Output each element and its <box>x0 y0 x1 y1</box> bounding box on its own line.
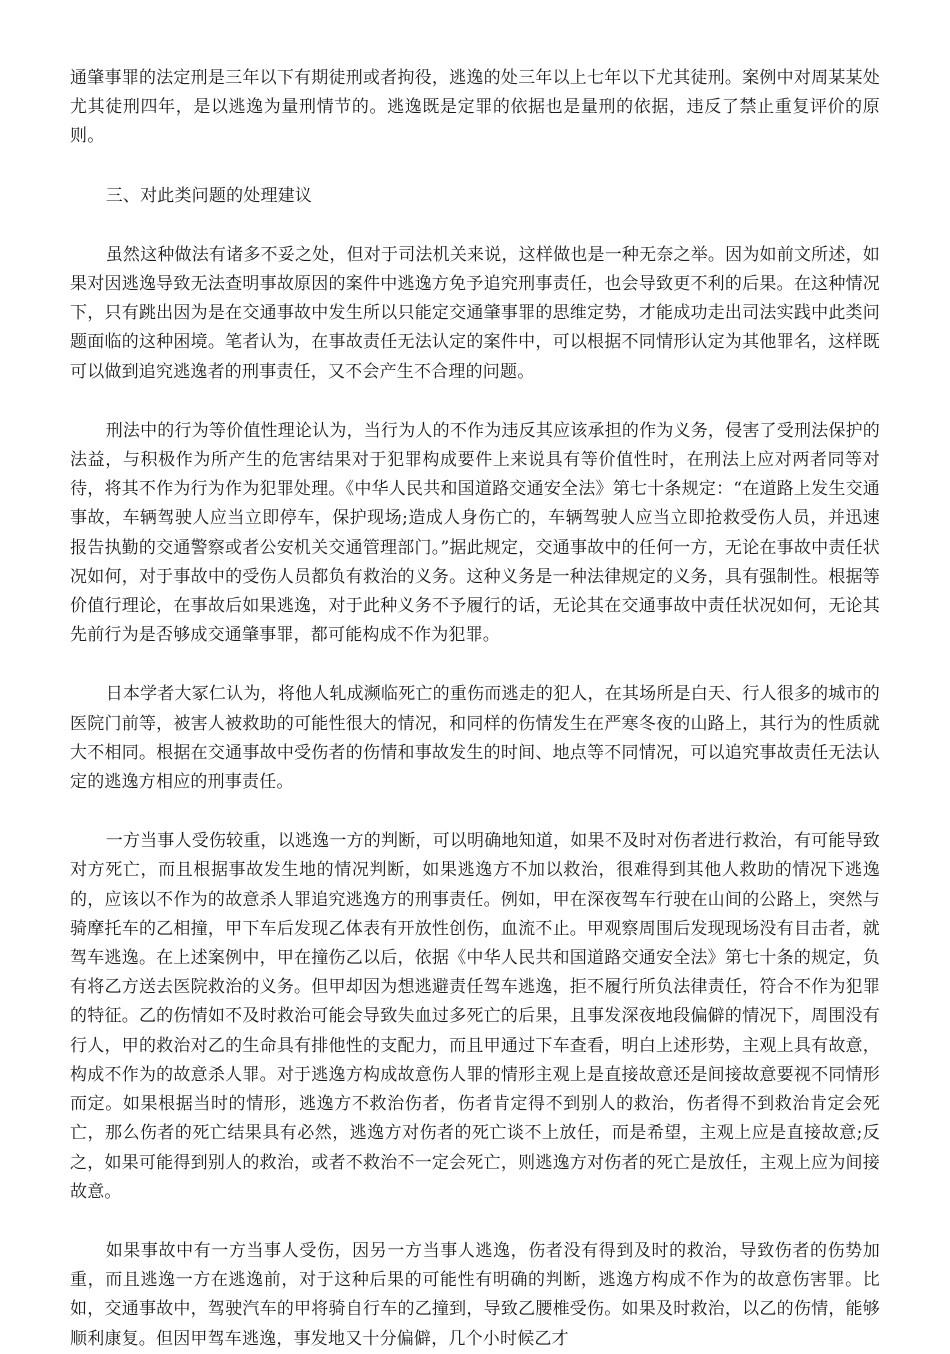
paragraph-otsuka-view: 日本学者大冢仁认为，将他人轧成濒临死亡的重伤而逃走的犯人，在其场所是白天、行人很多的城市的医院门前等，被害人被救助的可能性很大的情况，和同样的伤情发生在严寒冬夜的山路上，其行为的性质就大不相同。根据在交通事故中受伤者的伤情和事故发生的时间、地点等不同情况，可以追究事故责任无法认定的逃逸方相应的刑事责任。 <box>70 684 880 793</box>
paragraph-equivalence-theory: 刑法中的行为等价值性理论认为，当行为人的不作为违反其应该承担的作为义务，侵害了受刑法保护的法益，与积极作为所产生的危害结果对于犯罪构成要件上来说具有等价值性时，在刑法上应对两者同等对待，将其不作为行为作为犯罪处理。《中华人民共和国道路交通安全法》第七十条规定：“在道路上发生交通事故，车辆驾驶人应当立即停车，保护现场;造成人身伤亡的，车辆驾驶人应当立即抢救受伤人员，并迅速报告执勤的交通警察或者公安机关交通管理部门。”据此规定，交通事故中的任何一方，无论在事故中责任状况如何，对于事故中的受伤人员都负有救治的义务。这种义务是一种法律规定的义务，具有强制性。根据等价值行理论，在事故后如果逃逸，对于此种义务不予履行的话，无论其在交通事故中责任状况如何，无论其先前行为是否够成交通肇事罪，都可能构成不作为犯罪。 <box>70 420 880 646</box>
section-heading: 三、对此类问题的处理建议 <box>105 185 313 206</box>
paragraph-sentencing: 通肇事罪的法定刑是三年以下有期徒刑或者拘役，逃逸的处三年以上七年以下尤其徒刑。案例中对周某某处尤其徒刑四年，是以逃逸为量刑情节的。逃逸既是定罪的依据也是量刑的依据，违反了禁止重复评价的原则。 <box>70 68 880 147</box>
paragraph-suggestion: 虽然这种做法有诸多不妥之处，但对于司法机关来说，这样做也是一种无奈之举。因为如前文所述，如果对因逃逸导致无法查明事故原因的案件中逃逸方免予追究刑事责任，也会导致更不利的后果。在这种情况下，只有跳出因为是在交通事故中发生所以只能定交通肇事罪的思维定势，才能成功走出司法实践中此类问题面临的这种困境。笔者认为，在事故责任无法认定的案件中，可以根据不同情形认定为其他罪名，这样既可以做到追究逃逸者的刑事责任，又不会产生不合理的问题。 <box>70 244 880 382</box>
paragraph-intentional-injury: 如果事故中有一方当事人受伤，因另一方当事人逃逸，伤者没有得到及时的救治，导致伤者的伤势加重，而且逃逸一方在逃逸前，对于这种后果的可能性有明确的判断，逃逸方构成不作为的故意伤害罪。比如，交通事故中，驾驶汽车的甲将骑自行车的乙撞到，导致乙腰椎受伤。如果及时救治，以乙的伤情，能够顺利康复。但因甲驾车逃逸，事发地又十分偏僻，几个小时候乙才 <box>70 1240 880 1349</box>
paragraph-intentional-homicide: 一方当事人受伤较重，以逃逸一方的判断，可以明确地知道，如果不及时对伤者进行救治，有可能导致对方死亡，而且根据事故发生地的情况判断，如果逃逸方不加以救治，很难得到其他人救助的情况下逃逸的，应该以不作为的故意杀人罪追究逃逸方的刑事责任。例如，甲在深夜驾车行驶在山间的公路上，突然与骑摩托车的乙相撞，甲下车后发现乙体表有开放性创伤，血流不止。甲观察周围后发现现场没有目击者，就驾车逃逸。在上述案例中，甲在撞伤乙以后，依据《中华人民共和国道路交通安全法》第七十条的规定，负有将乙方送去医院救治的义务。但甲却因为想逃避责任驾车逃逸，拒不履行所负法律责任，符合不作为犯罪的特征。乙的伤情如不及时救治可能会导致失血过多死亡的后果，且事发深夜地段偏僻的情况下，周围没有行人，甲的救治对乙的生命具有排他性的支配力，而且甲通过下车查看，明白上述形势，主观上具有故意，构成不作为的故意杀人罪。对于逃逸方构成故意伤人罪的情形主观上是直接故意还是间接故意要视不同情形而定。如果根据当时的情形，逃逸方不救治伤者，伤者肯定得不到别人的救治，伤者得不到救治肯定会死亡，那么伤者的死亡结果具有必然，逃逸方对伤者的死亡谈不上放任，而是希望，主观上应是直接故意;反之，如果可能得到别人的救治，或者不救治不一定会死亡，则逃逸方对伤者的死亡是放任，主观上应为间接故意。 <box>70 831 880 1202</box>
document-body <box>70 64 880 1354</box>
